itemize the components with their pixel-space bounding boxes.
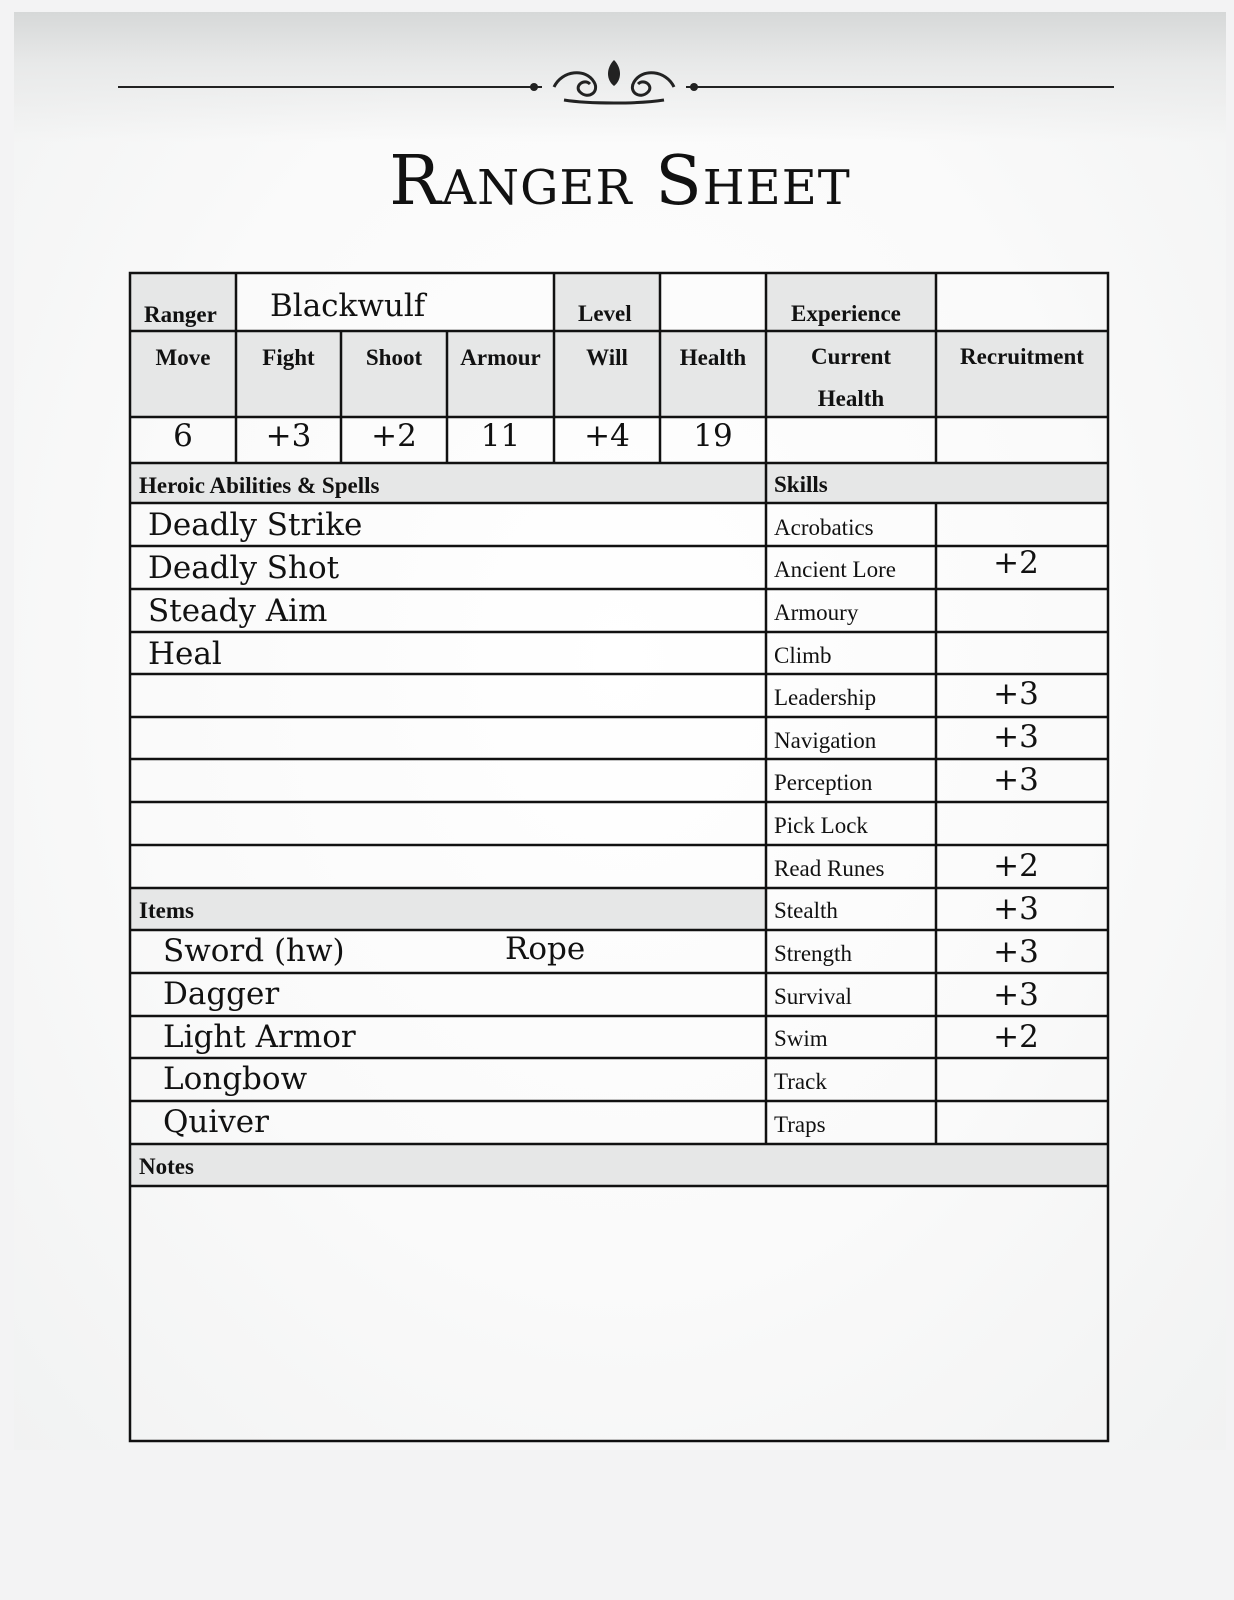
notes-heading: Notes <box>139 1154 194 1179</box>
item-entry[interactable]: Longbow <box>163 1061 308 1097</box>
skill-name: Traps <box>774 1112 826 1137</box>
skill-name: Armoury <box>774 600 859 625</box>
stat-value-health[interactable]: 19 <box>693 418 733 454</box>
recruitment-field[interactable] <box>936 418 1108 460</box>
skill-name: Perception <box>774 770 873 795</box>
skill-value[interactable]: +3 <box>993 676 1039 712</box>
skill-name: Track <box>774 1069 827 1094</box>
items-heading: Items <box>139 898 194 923</box>
level-label: Level <box>578 301 632 326</box>
skill-value[interactable]: +3 <box>993 762 1039 798</box>
abilities-heading: Heroic Abilities & Spells <box>139 473 380 498</box>
ability-entry[interactable]: Deadly Strike <box>148 507 363 543</box>
skill-name: Ancient Lore <box>774 557 896 582</box>
skill-name: Leadership <box>774 685 877 710</box>
skill-name: Strength <box>774 941 852 966</box>
level-field[interactable] <box>672 288 752 328</box>
ability-entry[interactable]: Deadly Shot <box>148 550 340 586</box>
skill-name: Navigation <box>774 728 877 753</box>
stat-label-move: Move <box>155 345 211 370</box>
stat-value-move[interactable]: 6 <box>173 418 193 454</box>
item-entry[interactable]: Light Armor <box>163 1019 356 1055</box>
skill-name: Stealth <box>774 898 838 923</box>
ranger-label: Ranger <box>144 302 217 327</box>
stat-label-armour: Armour <box>460 345 541 370</box>
stat-value-shoot[interactable]: +2 <box>371 418 417 454</box>
item-entry[interactable]: Sword (hw) <box>163 933 345 969</box>
item-entry-extra[interactable]: Rope <box>505 931 586 967</box>
skill-value[interactable]: +3 <box>993 719 1039 755</box>
skill-name: Read Runes <box>774 856 885 881</box>
current-health-field[interactable] <box>766 418 936 460</box>
item-entry[interactable]: Dagger <box>163 976 280 1012</box>
current-health-label-line1: Current <box>810 344 892 369</box>
stat-label-fight: Fight <box>262 345 315 370</box>
experience-field[interactable] <box>945 288 1095 328</box>
skill-value[interactable]: +3 <box>993 934 1039 970</box>
skills-heading: Skills <box>774 472 828 497</box>
notes-field[interactable] <box>140 1196 1095 1431</box>
current-health-label-line2: Health <box>817 386 885 411</box>
ability-entry[interactable]: Heal <box>148 636 222 672</box>
stat-label-health: Health <box>679 345 747 370</box>
ranger-name-field[interactable]: Blackwulf <box>270 288 426 324</box>
skill-name: Pick Lock <box>774 813 868 838</box>
skill-name: Survival <box>774 984 852 1009</box>
skill-value[interactable]: +2 <box>993 545 1039 581</box>
stat-value-will[interactable]: +4 <box>584 418 630 454</box>
ability-entry[interactable]: Steady Aim <box>148 593 328 629</box>
stat-value-armour[interactable]: 11 <box>480 418 521 454</box>
skill-name: Acrobatics <box>774 515 874 540</box>
experience-label: Experience <box>791 301 901 326</box>
skill-value[interactable]: +2 <box>993 848 1039 884</box>
skill-value[interactable]: +2 <box>993 1019 1039 1055</box>
skill-name: Swim <box>774 1026 828 1051</box>
stat-label-shoot: Shoot <box>365 345 423 370</box>
stat-value-fight[interactable]: +3 <box>265 418 312 454</box>
skill-value[interactable]: +3 <box>993 891 1039 927</box>
page-title: Ranger Sheet <box>389 142 851 221</box>
recruitment-label: Recruitment <box>960 344 1084 369</box>
stat-label-will: Will <box>586 345 628 370</box>
skill-name: Climb <box>774 643 832 668</box>
skill-value[interactable]: +3 <box>993 977 1039 1013</box>
item-entry[interactable]: Quiver <box>163 1104 269 1140</box>
